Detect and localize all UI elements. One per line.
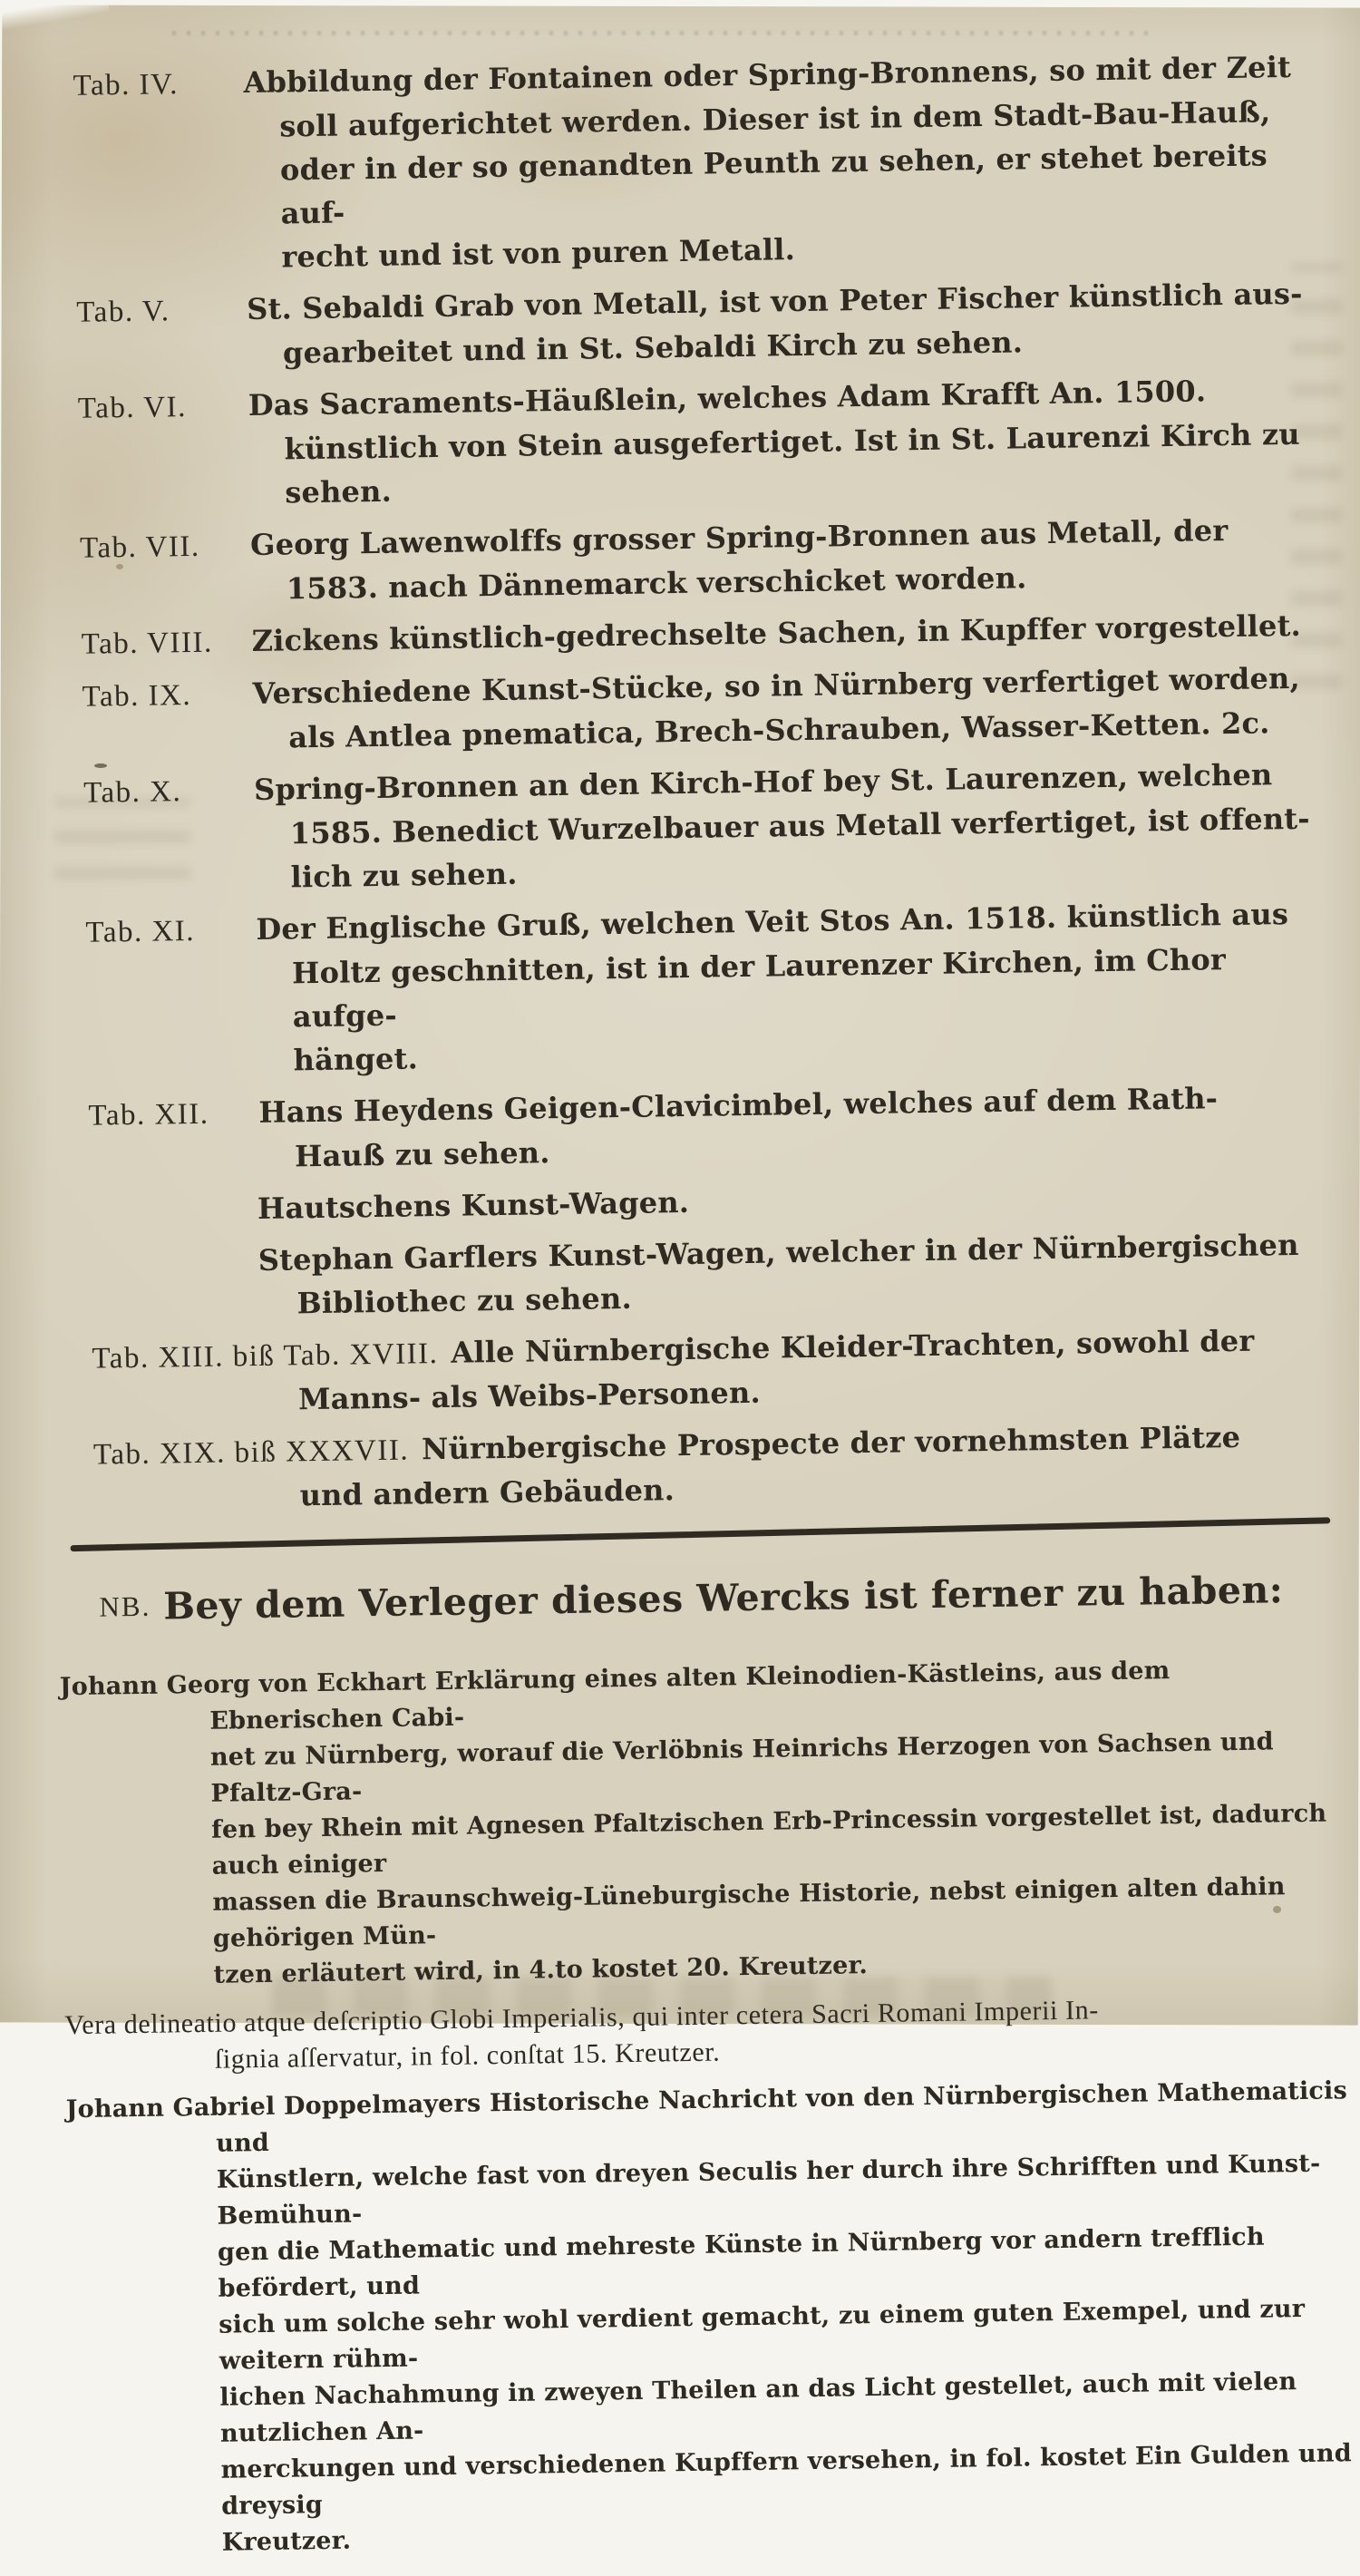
toc-entry-tab-ix [41,656,1331,763]
tab-label: Tab. V. [76,295,170,329]
ink-speck [116,564,123,569]
tab-label: Tab. XI. [85,914,196,949]
toc-entry-tab-xi [44,891,1336,1085]
page-content [0,14,1360,2576]
tab-label: Tab. VIII. [81,626,213,661]
publisher-notice-heading [11,1562,1360,1643]
nb-prefix: NB. [99,1589,151,1623]
toc-entry-hautsch-wagen [49,1171,1339,1233]
tab-label: Tab. VI. [77,391,188,425]
toc-entry-tab-xix-xxxvii [53,1414,1343,1521]
tab-description: Hautschens Kunst-Wagen. [257,1184,690,1226]
toc-entry-tab-vi [37,367,1328,518]
publisher-advertisements [60,1650,1360,2563]
tab-description: Nürnbergische Prospecte der vornehmsten Plätze und andern Gebäuden. [299,1419,1241,1513]
tab-label: Tab. VII. [79,530,200,565]
tab-label: Tab. XIX. biß XXXVII. [92,1434,410,1472]
tab-description: Abbildung der Fontainen oder Spring-Bronnens, so mit der Zeit soll aufgerichtet werden. Dieser ist in dem Stadt-Bau-Hauß, oder in der so genandten Peunth zu sehen, er stehet bereits auf- recht und ist von puren Metall. [243,49,1292,275]
tab-label: Tab. XIII. biß Tab. XVIII. [92,1337,439,1375]
tab-description: Der Englische Gruß, welchen Veit Stos An. 1518. künstlich aus Holtz geschnitten, ist in der Laurenzer Kirchen, im Chor aufge- hänget. [256,897,1289,1078]
ad-doppelmayer-nachricht: Johann Gabriel Doppelmayers Historische Nachricht von den Nürnbergischen Mathematicis und Künstlern, welche fast von dreyen Seculis her durch ihre Schrifften und Kunst-Bemühun- gen die Mathematic und mehreste Künste in Nürnberg vor andern trefflich befördert, und sich um solche sehr wohl verdient gemacht, zu einem guten Exempel, und zur weitern rühm- lichen Nachahmung in zweyen Theilen an das Licht gestellet, auch mit vielen nutzlichen An- merckungen und verschiedenen Kupffern versehen, in fol. kostet Ein Gulden und dreysig Kreutzer. [65,2076,1353,2557]
tab-label: Tab. IX. [82,678,192,714]
toc-entry-tab-viii [40,603,1330,666]
ad-globus-imperialis: Vera delineatio atque deſcriptio Globi Imperialis, qui inter cetera Sacri Romani Imperii In- ſignia aſſervatur, in fol. conſtat 15. Kreutzer. [64,1995,1100,2075]
toc-entry-tab-xiii-xviii [51,1317,1341,1424]
toc-entry-garfler-wagen [50,1222,1340,1328]
tab-description: Verschiedene Kunst-Stücke, so in Nürnberg verfertiget worden, als Antlea pnematica, Brech-Schrauben, Wasser-Ketten. 2c. [252,660,1301,755]
tab-description: Alle Nürnbergische Kleider-Trachten, sowohl der Manns- als Weibs-Personen. [297,1323,1255,1417]
toc-entry-tab-xii [47,1074,1337,1181]
tab-description: St. Sebaldi Grab von Metall, ist von Peter Fischer künstlich aus- gearbeitet und in St. Sebaldi Kirch zu sehen. [246,276,1303,371]
toc-entry-tab-x [43,752,1334,902]
ink-speck [94,763,107,768]
tab-label: Tab. XII. [88,1097,209,1132]
tab-description: Georg Lawenwolffs grosser Spring-Bronnen aus Metall, der 1583. nach Dännemarck verschicket worden. [249,512,1229,607]
tab-description: Spring-Bronnen an den Kirch-Hof bey St. Laurenzen, welchen 1585. Benedict Wurzelbauer aus Metall verfertiget, ist offent- lich zu sehen. [253,757,1311,895]
notice-title: Bey dem Verleger dieses Wercks ist ferner zu haben: [162,1568,1284,1628]
tab-label: Tab. IV. [73,68,180,102]
toc-entry-tab-vii [39,507,1329,614]
tab-label: Tab. X. [83,775,182,810]
ad-eckhart-kleinodien: Johann Georg von Eckhart Erklärung eines alten Kleinodien-Kästleins, aus dem Ebnerischen Cabi- net zu Nürnberg, worauf die Verlöbnis Heinrichs Herzogen von Sachsen und Pfaltz-Gra- fen bey Rhein mit Agnesen Pfaltzischen Erb-Princessin vorgestellet ist, dadurch auch einiger massen die Braunschweig-Lüneburgische Historie, nebst einigen alten dahin gehörigen Mün- tzen erläutert wird, in 4.to kostet 20. Kreutzer. [59,1657,1327,1989]
toc-entry-tab-iv [32,44,1324,282]
tab-description: Das Sacraments-Häußlein, welches Adam Krafft An. 1500. künstlich von Stein ausgefertiget. Ist in St. Laurenzi Kirch zu sehen. [248,374,1300,510]
tab-description: Zickens künstlich-gedrechselte Sachen, in Kupffer vorgestellet. [251,608,1302,658]
divider-rule [70,1517,1330,1551]
table-of-plates [32,44,1343,1521]
ink-speck [1273,1906,1281,1913]
tab-description: Stephan Garflers Kunst-Wagen, welcher in der Nürnbergischen Bibliothec zu sehen. [257,1227,1299,1321]
tab-description: Hans Heydens Geigen-Clavicimbel, welches auf dem Rath- Hauß zu sehen. [258,1081,1219,1174]
toc-entry-tab-v [35,271,1326,378]
